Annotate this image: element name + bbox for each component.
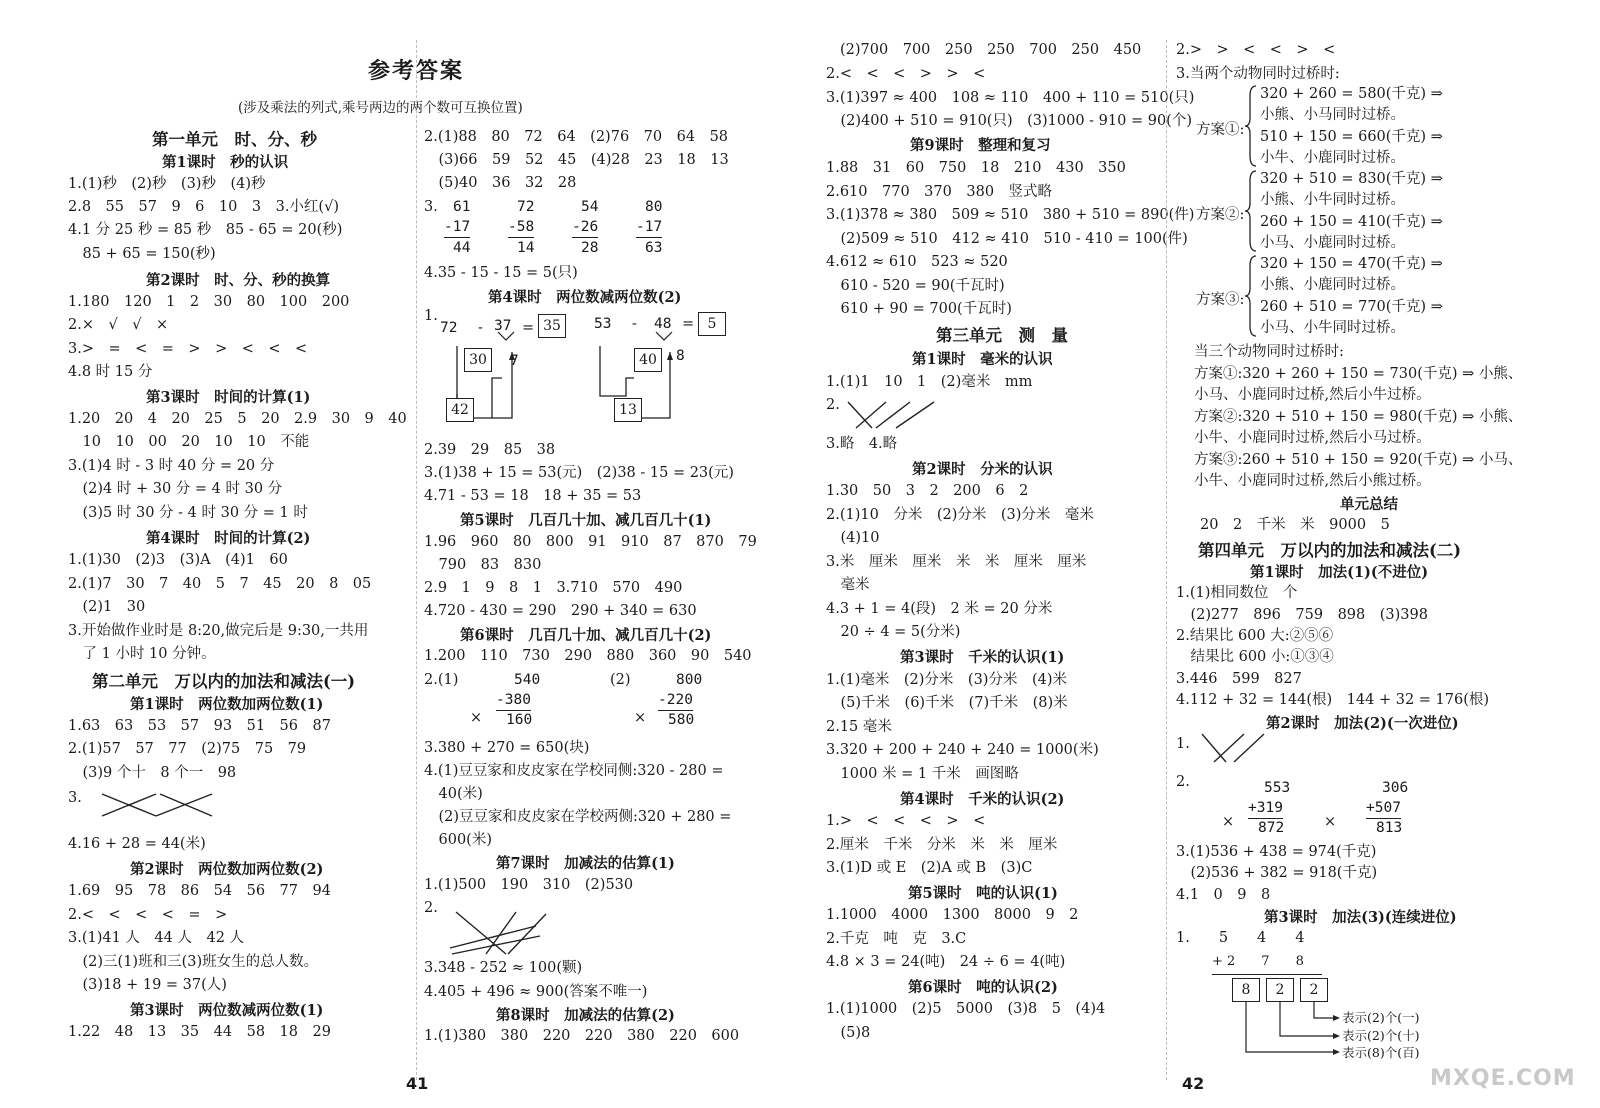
calc-mid: -220 xyxy=(658,690,693,711)
answer-line: 2.(1)10 分米 (2)分米 (3)分米 毫米 xyxy=(826,507,1094,523)
sub-top: 54 xyxy=(581,199,599,215)
answer-line: 3.446 599 827 xyxy=(1176,671,1302,687)
answer-line: 1.> < < < > < xyxy=(826,813,986,829)
sub-result: 28 xyxy=(581,240,599,256)
tree-b: 48 xyxy=(654,316,672,332)
digit-box: 2 xyxy=(1300,978,1328,1002)
calc-top: 553 xyxy=(1264,780,1291,796)
brace xyxy=(1248,254,1258,338)
answer-line: 2.15 毫米 xyxy=(826,719,892,735)
answer-line: 3.(1)4 时 - 3 时 40 分 = 20 分 xyxy=(68,458,275,474)
answer-line: 3.380 + 270 = 650(块) xyxy=(424,740,590,756)
calc-top: 800 xyxy=(676,672,703,688)
answer-line: (5)千米 (6)千米 (7)千米 (8)米 xyxy=(826,695,1068,711)
answer-line: 2. xyxy=(826,397,840,413)
answer-line: (3)5 时 30 分 - 4 时 30 分 = 1 时 xyxy=(68,505,308,521)
lesson-heading: 第4课时 千米的认识(2) xyxy=(900,791,1065,808)
answer-line: 2.8 55 57 9 6 10 3 3.小红(√) xyxy=(68,199,339,215)
question-number: 2. xyxy=(1176,774,1190,790)
answer-line: 当三个动物同时过桥时: xyxy=(1194,344,1344,360)
plan-line: 320 + 510 = 830(千克) ⇒ xyxy=(1260,171,1443,187)
wrong-mark: × xyxy=(634,710,647,726)
answer-line: 1.30 50 3 2 200 6 2 xyxy=(826,483,1029,499)
answer-line: 1.180 120 1 2 30 80 100 200 xyxy=(68,294,350,310)
sub-top: 61 xyxy=(453,199,471,215)
answer-line: 小牛、小鹿同时过桥,然后小马过桥。 xyxy=(1194,430,1431,446)
question-number: 3. xyxy=(424,199,438,215)
answer-line: 1.(1)毫米 (2)分米 (3)分米 (4)米 xyxy=(826,672,1067,688)
answer-line: 3.> = < = > > < < < xyxy=(68,341,308,357)
lesson-heading: 第2课时 两位数加两位数(2) xyxy=(130,861,324,878)
answer-box: 35 xyxy=(538,314,566,338)
answer-line: 2.结果比 600 大:②⑤⑥ xyxy=(1176,628,1334,644)
answer-line: 2.610 770 370 380 竖式略 xyxy=(826,184,1053,200)
answer-line: 4.1 分 25 秒 = 85 秒 85 - 65 = 20(秒) xyxy=(68,222,343,238)
calc-result: 160 xyxy=(506,712,533,728)
answer-line: (2)1 30 xyxy=(68,599,146,615)
answer-line: 小牛、小鹿同时过桥,然后小熊过桥。 xyxy=(1194,473,1431,489)
sub-result: 63 xyxy=(645,240,663,256)
matching-lines-drawing xyxy=(446,908,556,958)
plan-line: 小马、小牛同时过桥。 xyxy=(1260,320,1405,336)
plan-label: 方案③: xyxy=(1196,292,1245,308)
calc-result: 813 xyxy=(1376,820,1403,836)
sub-mid: -58 xyxy=(508,217,534,238)
split-box: 13 xyxy=(614,398,642,422)
answer-line: 1.96 960 80 800 91 910 87 870 79 xyxy=(424,534,757,550)
column-divider xyxy=(416,40,417,1080)
answer-line: 1.88 31 60 750 18 210 430 350 xyxy=(826,160,1126,176)
calc-top: 540 xyxy=(514,672,541,688)
split-digit: 8 xyxy=(676,348,685,364)
answer-line: 1.(1)500 190 310 (2)530 xyxy=(424,877,634,893)
split-digit: 7 xyxy=(510,353,519,369)
plan-label: 方案②: xyxy=(1196,207,1245,223)
digit-box: 2 xyxy=(1266,978,1294,1002)
split-box: 40 xyxy=(634,348,662,372)
lesson-heading: 第1课时 加法(1)(不进位) xyxy=(1250,564,1429,581)
calc-top: 306 xyxy=(1382,780,1409,796)
tree-eq: = xyxy=(522,320,535,336)
lesson-heading: 第3课时 千米的认识(1) xyxy=(900,649,1065,666)
question-number: 2.(1) xyxy=(424,672,459,688)
plan-line: 510 + 150 = 660(千克) ⇒ xyxy=(1260,129,1443,145)
plan-line: 小熊、小牛同时过桥。 xyxy=(1260,192,1405,208)
calc-mid: +507 xyxy=(1366,798,1401,819)
page-number-right: 42 xyxy=(1182,1074,1205,1093)
answer-line: 方案①:320 + 260 + 150 = 730(千克) ⇒ 小熊、 xyxy=(1194,366,1523,382)
plan-line: 小熊、小马同时过桥。 xyxy=(1260,107,1405,123)
answer-line: (3)18 + 19 = 37(人) xyxy=(68,977,227,993)
answer-line: 610 - 520 = 90(千瓦时) xyxy=(826,278,1005,294)
matching-lines-drawing xyxy=(846,398,946,432)
sub-mid: -17 xyxy=(444,217,470,238)
matching-lines-drawing xyxy=(1200,730,1290,766)
lesson-heading: 第2课时 时、分、秒的换算 xyxy=(146,272,331,289)
plan-line: 260 + 150 = 410(千克) ⇒ xyxy=(1260,214,1443,230)
answer-line: 4.612 ≈ 610 523 ≈ 520 xyxy=(826,254,1008,270)
answer-line: 2.> > < < > < xyxy=(1176,42,1336,58)
answer-line: 1. 5 4 4 xyxy=(1176,930,1305,946)
lesson-heading: 第1课时 两位数加两位数(1) xyxy=(130,696,324,713)
answer-line: 1.(1)相同数位 个 xyxy=(1176,585,1298,601)
sub-top: 72 xyxy=(517,199,535,215)
answer-line: 1.20 20 4 20 25 5 20 2.9 30 9 40 xyxy=(68,411,407,427)
lesson-heading: 第5课时 几百几十加、减几百几十(1) xyxy=(460,512,712,529)
answer-line: 3.开始做作业时是 8:20,做完后是 9:30,一共用 xyxy=(68,623,369,639)
title-note: (涉及乘法的列式,乘号两边的两个数可互换位置) xyxy=(238,100,523,116)
answer-line: 3.(1)378 ≈ 380 509 ≈ 510 380 + 510 = 890(件) xyxy=(826,207,1195,223)
answer-line: 毫米 xyxy=(826,577,870,593)
answer-line: 1.200 110 730 290 880 360 90 540 xyxy=(424,648,752,664)
answer-line: 2.(1)7 30 7 40 5 7 45 20 8 05 xyxy=(68,576,372,592)
brace xyxy=(1248,84,1258,168)
answer-line: 1.63 63 53 57 93 51 56 87 xyxy=(68,718,331,734)
plan-line: 小马、小鹿同时过桥。 xyxy=(1260,235,1405,251)
answer-line: (2)277 896 759 898 (3)398 xyxy=(1176,607,1428,623)
lesson-heading: 第6课时 几百几十加、减几百几十(2) xyxy=(460,627,712,644)
plan-line: 小牛、小鹿同时过桥。 xyxy=(1260,150,1405,166)
answer-line: 4.71 - 53 = 18 18 + 35 = 53 xyxy=(424,488,642,504)
answer-line: 3.当两个动物同时过桥时: xyxy=(1176,66,1340,82)
answer-line: 4.3 + 1 = 4(段) 2 米 = 20 分米 xyxy=(826,601,1053,617)
summary-heading: 单元总结 xyxy=(1340,496,1398,513)
digit-box: 8 xyxy=(1232,978,1260,1002)
lesson-heading: 第2课时 分米的认识 xyxy=(912,461,1053,478)
answer-line: 了 1 小时 10 分钟。 xyxy=(68,646,216,662)
plan-line: 小熊、小鹿同时过桥。 xyxy=(1260,277,1405,293)
answer-line: 4.405 + 496 ≈ 900(答案不唯一) xyxy=(424,984,648,1000)
answer-box: 5 xyxy=(698,312,726,336)
answer-line: 4.720 - 430 = 290 290 + 340 = 630 xyxy=(424,603,697,619)
sum-line xyxy=(1212,974,1322,975)
answer-line: 方案③:260 + 510 + 150 = 920(千克) ⇒ 小马、 xyxy=(1194,452,1523,468)
split-box: 42 xyxy=(446,398,474,422)
answer-line: 4.16 + 28 = 44(米) xyxy=(68,836,206,852)
tree-b: 37 xyxy=(494,318,512,334)
unit2-heading: 第二单元 万以内的加法和减法(一) xyxy=(92,672,356,691)
answer-line: 1.(1)1 10 1 (2)毫米 mm xyxy=(826,374,1033,390)
answer-line: 3.(1)41 人 44 人 42 人 xyxy=(68,930,245,946)
lesson-heading: 第3课时 两位数减两位数(1) xyxy=(130,1002,324,1019)
answer-line: 小马、小鹿同时过桥,然后小牛过桥。 xyxy=(1194,387,1431,403)
answer-line: 4.112 + 32 = 144(根) 144 + 32 = 176(根) xyxy=(1176,692,1490,708)
answer-line: 1.(1)1000 (2)5 5000 (3)8 5 (4)4 xyxy=(826,1001,1106,1017)
answer-line: 4.(1)豆豆家和皮皮家在学校同侧:320 - 280 = xyxy=(424,763,724,779)
answer-line: (5)8 xyxy=(826,1025,871,1041)
answer-line: (2)509 ≈ 510 412 ≈ 410 510 - 410 = 100(件) xyxy=(826,231,1188,247)
answer-line: (4)10 xyxy=(826,530,880,546)
lesson-heading: 第6课时 吨的认识(2) xyxy=(908,979,1058,996)
meaning-label: 表示(2)个(一) xyxy=(1342,1010,1420,1025)
answer-line: 1.22 48 13 35 44 58 18 29 xyxy=(68,1024,331,1040)
answer-line: 1.69 95 78 86 54 56 77 94 xyxy=(68,883,331,899)
tree-a: 72 xyxy=(440,320,458,336)
calc-result: 872 xyxy=(1258,820,1285,836)
matching-lines-drawing xyxy=(100,790,220,820)
wrong-mark: × xyxy=(1324,814,1337,830)
answer-line: 2.× √ √ × xyxy=(68,317,169,333)
answer-line: 3.(1)38 + 15 = 53(元) (2)38 - 15 = 23(元) xyxy=(424,465,734,481)
wrong-mark: × xyxy=(1222,814,1235,830)
answer-line: 3. xyxy=(68,790,82,806)
answer-line: 85 + 65 = 150(秒) xyxy=(68,246,216,262)
wrong-mark: × xyxy=(470,710,483,726)
lesson-heading: 第1课时 秒的认识 xyxy=(162,154,289,171)
answer-line: 4.1 0 9 8 xyxy=(1176,887,1271,903)
answer-line: 20 2 千米 米 9000 5 xyxy=(1200,517,1390,533)
answer-line: + 2 7 8 xyxy=(1212,954,1304,969)
answer-line: 1.(1)380 380 220 220 380 220 600 xyxy=(424,1028,740,1044)
meaning-label: 表示(2)个(十) xyxy=(1342,1028,1420,1043)
answer-line: 600(米) xyxy=(424,832,492,848)
page-title: 参考答案 xyxy=(368,58,465,84)
answer-line: 3.320 + 200 + 240 + 240 = 1000(米) xyxy=(826,742,1099,758)
plan-line: 320 + 260 = 580(千克) ⇒ xyxy=(1260,86,1443,102)
lesson-heading: 第3课时 加法(3)(连续进位) xyxy=(1264,909,1457,926)
question-number: (2) xyxy=(610,672,631,688)
lesson-heading: 第5课时 吨的认识(1) xyxy=(908,885,1058,902)
answer-line: 20 ÷ 4 = 5(分米) xyxy=(826,624,961,640)
question-number: 1. xyxy=(424,308,438,324)
meaning-label: 表示(8)个(百) xyxy=(1342,1045,1420,1060)
answer-line: 4.8 时 15 分 xyxy=(68,364,153,380)
split-box: 30 xyxy=(464,348,492,372)
watermark-logo: MXQE.COM xyxy=(1430,1066,1576,1091)
answer-line: 40(米) xyxy=(424,786,483,802)
plan-label: 方案①: xyxy=(1196,122,1245,138)
answer-line: 3.348 - 252 ≈ 100(颗) xyxy=(424,960,583,976)
answer-line: 2.< < < > > < xyxy=(826,66,986,82)
answer-line: 3.(1)397 ≈ 400 108 ≈ 110 400 + 110 = 510(只) xyxy=(826,90,1195,106)
plan-line: 320 + 150 = 470(千克) ⇒ xyxy=(1260,256,1443,272)
answer-line: (2)536 + 382 = 918(千克) xyxy=(1176,865,1378,881)
answer-line: 790 83 830 xyxy=(424,557,542,573)
lesson-heading: 第7课时 加减法的估算(1) xyxy=(496,855,675,872)
brace xyxy=(1248,169,1258,253)
plan-line: 260 + 510 = 770(千克) ⇒ xyxy=(1260,299,1443,315)
answer-line: (5)40 36 32 28 xyxy=(424,175,577,191)
tree-op: - xyxy=(632,316,637,332)
answer-line: 2.千克 吨 克 3.C xyxy=(826,931,967,947)
answer-line: 3.略 4.略 xyxy=(826,436,898,452)
answer-line: 2.(1)88 80 72 64 (2)76 70 64 58 xyxy=(424,129,729,145)
answer-line: 3.(1)536 + 438 = 974(千克) xyxy=(1176,844,1377,860)
answer-line: 2.< < < < = > xyxy=(68,907,228,923)
calc-mid: -380 xyxy=(496,690,531,711)
answer-line: 1000 米 = 1 千米 画图略 xyxy=(826,766,1019,782)
lesson-heading: 第4课时 时间的计算(2) xyxy=(146,530,311,547)
lesson-heading: 第9课时 整理和复习 xyxy=(910,137,1051,154)
answer-line: (3)9 个十 8 个一 98 xyxy=(68,765,237,781)
split-tree-lines xyxy=(590,318,710,438)
tree-op: - xyxy=(478,320,483,336)
answer-line: (2)400 + 510 = 910(只) (3)1000 - 910 = 90(个) xyxy=(826,113,1192,129)
answer-line: 3.(1)D 或 E (2)A 或 B (3)C xyxy=(826,860,1033,876)
sub-result: 44 xyxy=(453,240,471,256)
answer-line: 方案②:320 + 510 + 150 = 980(千克) ⇒ 小熊、 xyxy=(1194,409,1523,425)
page-number-left: 41 xyxy=(406,1074,429,1093)
calc-mid: +319 xyxy=(1248,798,1283,819)
lesson-heading: 第3课时 时间的计算(1) xyxy=(146,389,311,406)
answer-line: (2)700 700 250 250 700 250 450 xyxy=(840,42,1142,58)
lesson-heading: 第2课时 加法(2)(一次进位) xyxy=(1266,715,1459,732)
lesson-heading: 第4课时 两位数减两位数(2) xyxy=(488,289,682,306)
answer-line: 2.厘米 千米 分米 米 米 厘米 xyxy=(826,837,1058,853)
sub-mid: -26 xyxy=(572,217,598,238)
column-divider xyxy=(1166,40,1167,1080)
sub-mid: -17 xyxy=(636,217,662,238)
answer-line: 4.35 - 15 - 15 = 5(只) xyxy=(424,265,578,281)
question-number: 1. xyxy=(1176,736,1190,752)
unit3-heading: 第三单元 测 量 xyxy=(936,326,1068,345)
answer-line: 3.米 厘米 厘米 米 米 厘米 厘米 xyxy=(826,554,1087,570)
answer-line: (2)豆豆家和皮皮家在学校两侧:320 + 280 = xyxy=(424,809,732,825)
calc-result: 580 xyxy=(668,712,695,728)
unit1-heading: 第一单元 时、分、秒 xyxy=(152,130,317,149)
answer-line: 610 + 90 = 700(千瓦时) xyxy=(826,301,1012,317)
tree-eq: = xyxy=(682,316,695,332)
answer-line: 2.9 1 9 8 1 3.710 570 490 xyxy=(424,580,683,596)
lesson-heading: 第1课时 毫米的认识 xyxy=(912,351,1053,368)
answer-line: 2.39 29 85 38 xyxy=(424,442,556,458)
answer-line: 1.(1)秒 (2)秒 (3)秒 (4)秒 xyxy=(68,176,266,192)
answer-line: 2. xyxy=(424,900,438,916)
answer-line: 2.(1)57 57 77 (2)75 75 79 xyxy=(68,741,307,757)
answer-line: 结果比 600 小:①③④ xyxy=(1176,649,1334,665)
answer-line: 4.8 × 3 = 24(吨) 24 ÷ 6 = 4(吨) xyxy=(826,954,1066,970)
answer-line: 1.1000 4000 1300 8000 9 2 xyxy=(826,907,1079,923)
answer-line: (3)66 59 52 45 (4)28 23 18 13 xyxy=(424,152,729,168)
lesson-heading: 第8课时 加减法的估算(2) xyxy=(496,1007,675,1024)
answer-line: 1.(1)30 (2)3 (3)A (4)1 60 xyxy=(68,552,288,568)
answer-line: (2)4 时 + 30 分 = 4 时 30 分 xyxy=(68,481,283,497)
answer-line: (2)三(1)班和三(3)班女生的总人数。 xyxy=(68,954,319,970)
unit4-heading: 第四单元 万以内的加法和减法(二) xyxy=(1198,541,1462,560)
answer-line: 10 10 00 20 10 10 不能 xyxy=(68,434,310,450)
sub-top: 80 xyxy=(645,199,663,215)
sub-result: 14 xyxy=(517,240,535,256)
tree-a: 53 xyxy=(594,316,612,332)
